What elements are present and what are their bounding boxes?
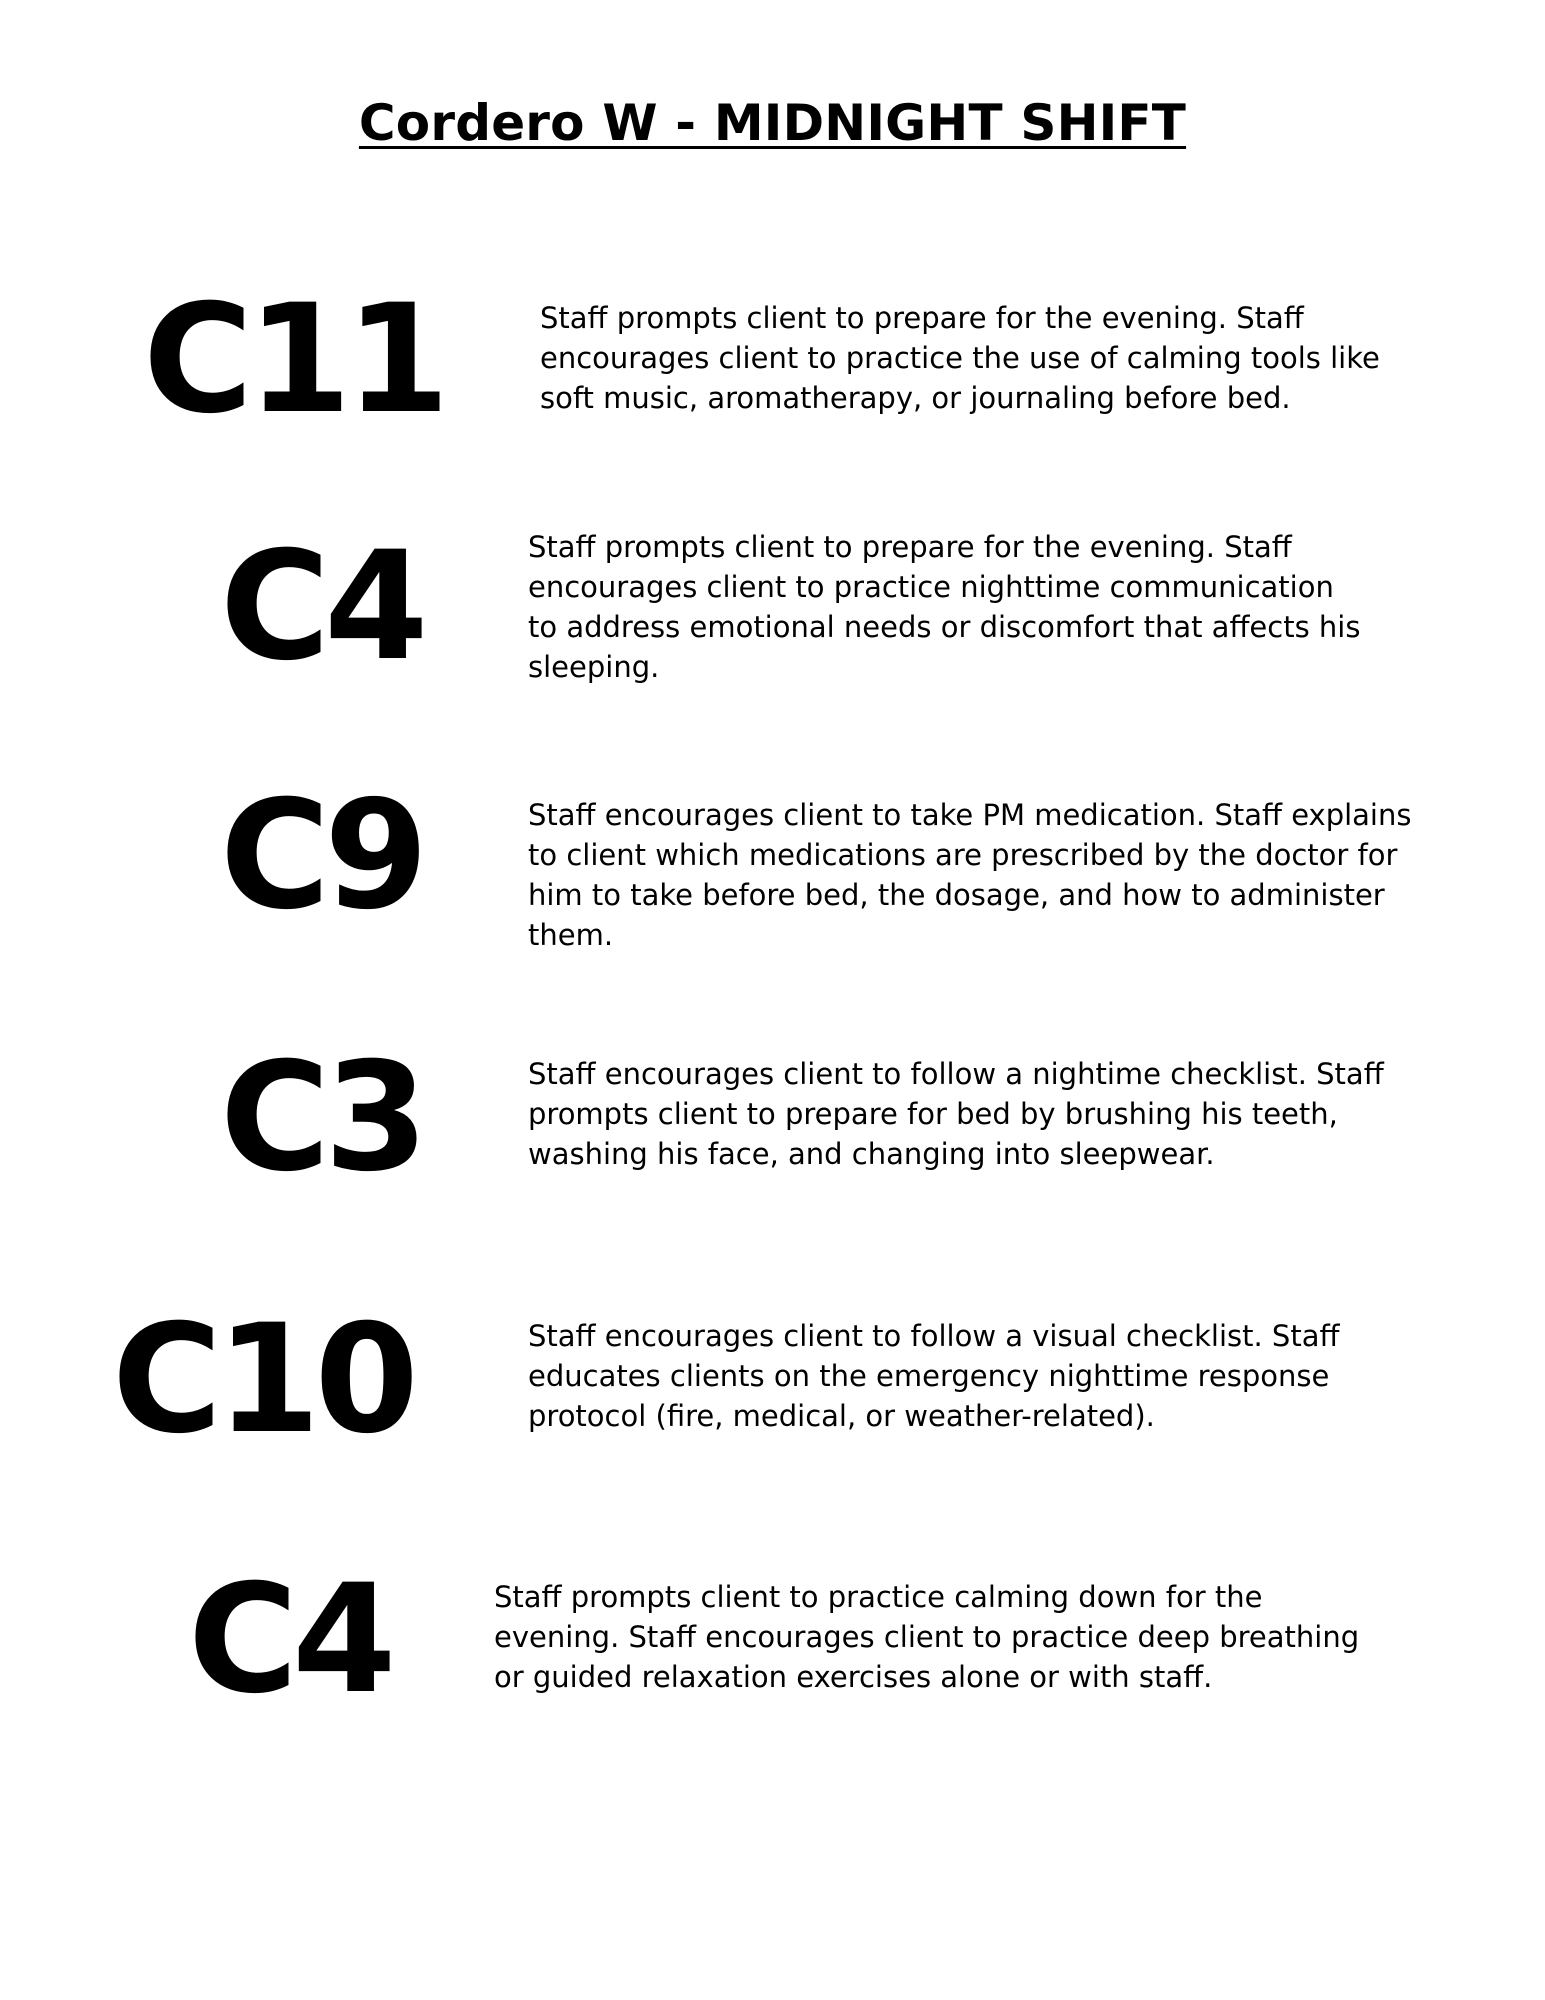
page-title: [0, 92, 1545, 154]
entry-description-c4-first: Staff prompts client to prepare for the evening. Staff encourages client to practice nighttime communication to address emotional needs or discomfort that affects his sleeping.: [528, 530, 1361, 684]
entry-code-c11: C11: [143, 273, 444, 447]
entry-description-c11: Staff prompts client to prepare for the evening. Staff encourages client to practice the use of calming tools like soft music, aromatherapy, or journaling before bed.: [540, 301, 1380, 415]
entry-description-c4-second: Staff prompts client to practice calming down for the evening. Staff encourages client to practice deep breathing or guided relaxation exercises alone or with staff.: [494, 1580, 1360, 1694]
entry-code-c10: C10: [112, 1293, 413, 1467]
entry-description-c9: Staff encourages client to take PM medication. Staff explains to client which medications are prescribed by the doctor for him to take before bed, the dosage, and how to administer them.: [528, 798, 1412, 952]
entry-code-c4-first: C4: [220, 520, 423, 694]
entry-code-c4-second: C4: [188, 1553, 391, 1727]
page-title-text: Cordero W - MIDNIGHT SHIFT: [358, 94, 1187, 152]
entry-description-c10: Staff encourages client to follow a visual checklist. Staff educates clients on the emergency nighttime response protocol (fire, medical, or weather-related).: [528, 1319, 1340, 1433]
entry-description-c3: Staff encourages client to follow a nightime checklist. Staff prompts client to prepare for bed by brushing his teeth, washing his face, and changing into sleepwear.: [528, 1057, 1384, 1171]
entry-code-c3: C3: [220, 1031, 423, 1205]
entry-code-c9: C9: [220, 769, 423, 943]
